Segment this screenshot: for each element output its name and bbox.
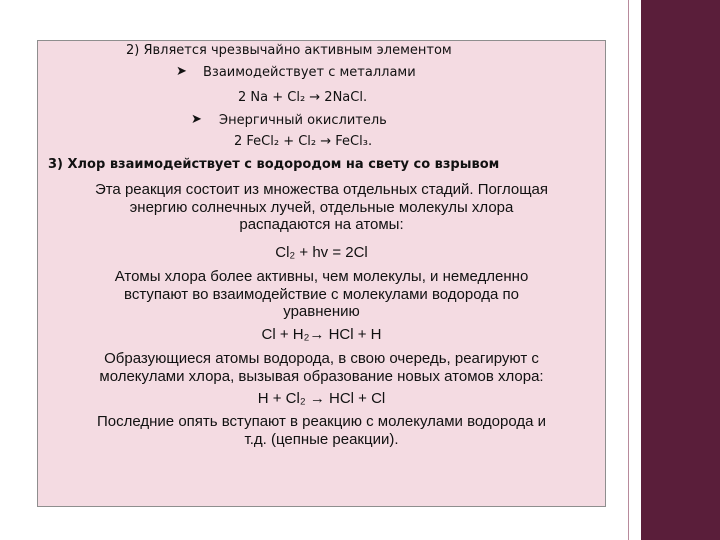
- paragraph-1-line-1: Эта реакция состоит из множества отдельных стадий. Поглощая: [94, 181, 549, 198]
- paragraph-4-line-2: т.д. (цепные реакции).: [244, 431, 399, 448]
- arrow-bullet-icon: ➤: [191, 112, 202, 127]
- equation-cl-h2: Cl + H₂→ HCl + H: [261, 326, 382, 343]
- equation-h-cl2: H + Cl₂ → HCl + Cl: [257, 390, 386, 407]
- paragraph-2-line-1: Атомы хлора более активны, чем молекулы, и немедленно: [114, 268, 529, 285]
- paragraph-3-line-1: Образующиеся атомы водорода, в свою очередь, реагируют с: [104, 350, 539, 367]
- line-active-element: 2) Является чрезвычайно активным элементом: [126, 43, 452, 58]
- paragraph-4-line-1: Последние опять вступают в реакцию с молекулами водорода и: [97, 413, 546, 430]
- line-hydrogen-reaction: 3) Хлор взаимодействует с водородом на свету со взрывом: [48, 157, 500, 172]
- paragraph-2-line-3: уравнению: [283, 303, 360, 320]
- bullet-metals: Взаимодействует с металлами: [203, 65, 416, 80]
- sidebar-divider: [628, 0, 629, 540]
- arrow-bullet-icon: ➤: [176, 64, 187, 79]
- paragraph-1-line-2: энергию солнечных лучей, отдельные молекулы хлора: [129, 199, 514, 216]
- paragraph-3-line-2: молекулами хлора, вызывая образование новых атомов хлора:: [99, 368, 544, 385]
- paragraph-2-line-2: вступают во взаимодействие с молекулами водорода по: [124, 286, 519, 303]
- decorative-sidebar: [641, 0, 720, 540]
- paragraph-1-line-3: распадаются на атомы:: [239, 216, 404, 233]
- bullet-oxidizer: Энергичный окислитель: [219, 113, 387, 128]
- equation-cl-split: Cl₂ + hv = 2Cl: [275, 244, 368, 261]
- equation-nacl: 2 Na + Cl₂ → 2NaCl.: [238, 90, 368, 105]
- equation-fecl3: 2 FeCl₂ + Cl₂ → FeCl₃.: [234, 134, 373, 149]
